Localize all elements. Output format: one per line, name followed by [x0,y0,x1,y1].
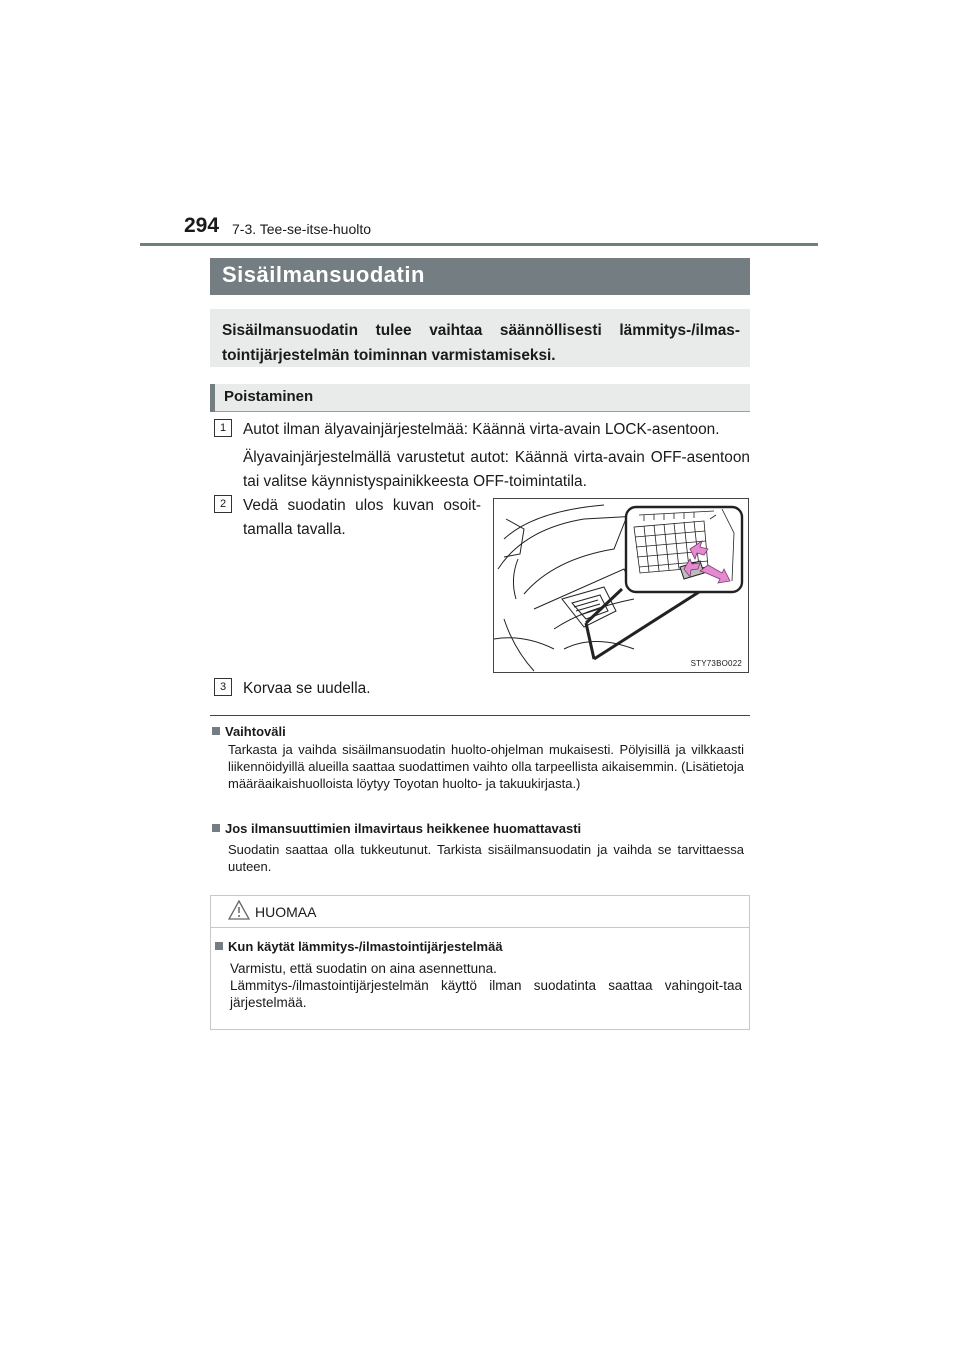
note-heading-interval: Vaihtoväli [212,724,286,739]
caution-line-1: Varmistu, että suodatin on aina asennettuna. [230,961,497,976]
subheading-removal: Poistaminen [210,384,750,412]
caution-line-2: Lämmitys-/ilmastointijärjestelmän käyttö ilman suodatinta saattaa vahingoit-taa järjestelmää. [230,978,742,1010]
step-1-text-a: Autot ilman älyavainjärjestelmää: Käännä virta-avain LOCK-asentoon. [243,421,720,438]
dashboard-drawing [494,499,748,672]
header-divider [140,243,818,246]
section-title: Sisäilmansuodatin [210,258,750,295]
figure-code: STY73BO022 [690,659,742,668]
page-number: 294 [184,214,220,237]
caution-header [211,896,749,928]
intro-box: Sisäilmansuodatin tulee vaihtaa säännöllisesti lämmitys-/ilmas-tointijärjestelmän toiminnan varmistamiseksi. [210,309,750,367]
caution-box [210,895,750,1030]
caution-label: HUOMAA [255,904,317,920]
step-3-text: Korvaa se uudella. [243,680,371,697]
section-reference: 7-3. Tee-se-itse-huolto [232,221,372,237]
step-badge-3: 3 [214,678,232,696]
filter-removal-illustration [493,498,749,673]
step-2-text: Vedä suodatin ulos kuvan osoit-tamalla tavalla. [243,497,481,538]
note-heading-airflow: Jos ilmansuuttimien ilmavirtaus heikkenee huomattavasti [212,821,581,836]
note-body-airflow: Suodatin saattaa olla tukkeutunut. Tarkista sisäilmansuodatin ja vaihda se tarvittaessa uuteen. [228,842,744,874]
caution-heading: Kun käytät lämmitys-/ilmastointijärjestelmää [215,939,503,954]
step-badge-1: 1 [214,419,232,437]
bullet-square-icon [212,727,220,735]
bullet-square-icon [212,824,220,832]
notes-divider [210,715,750,716]
bullet-square-icon [215,942,223,950]
note-body-interval: Tarkasta ja vaihda sisäilmansuodatin huolto-ohjelman mukaisesti. Pölyisillä ja vilkkaasti liikennöidyillä alueilla saattaa suodattimen vaihto olla tarpeellista aikaisemmin. (Lisätietoja määräaikaishuolloista löytyy Toyotan huolto- ja takuukirjasta.) [228,742,744,791]
step-badge-2: 2 [214,495,232,513]
warning-triangle-icon [228,900,250,920]
step-1-text-b: Älyavainjärjestelmällä varustetut autot: Käännä virta-avain OFF-asentoon tai valitse käynnistyspainikkeesta OFF-toimintatila. [243,449,750,490]
